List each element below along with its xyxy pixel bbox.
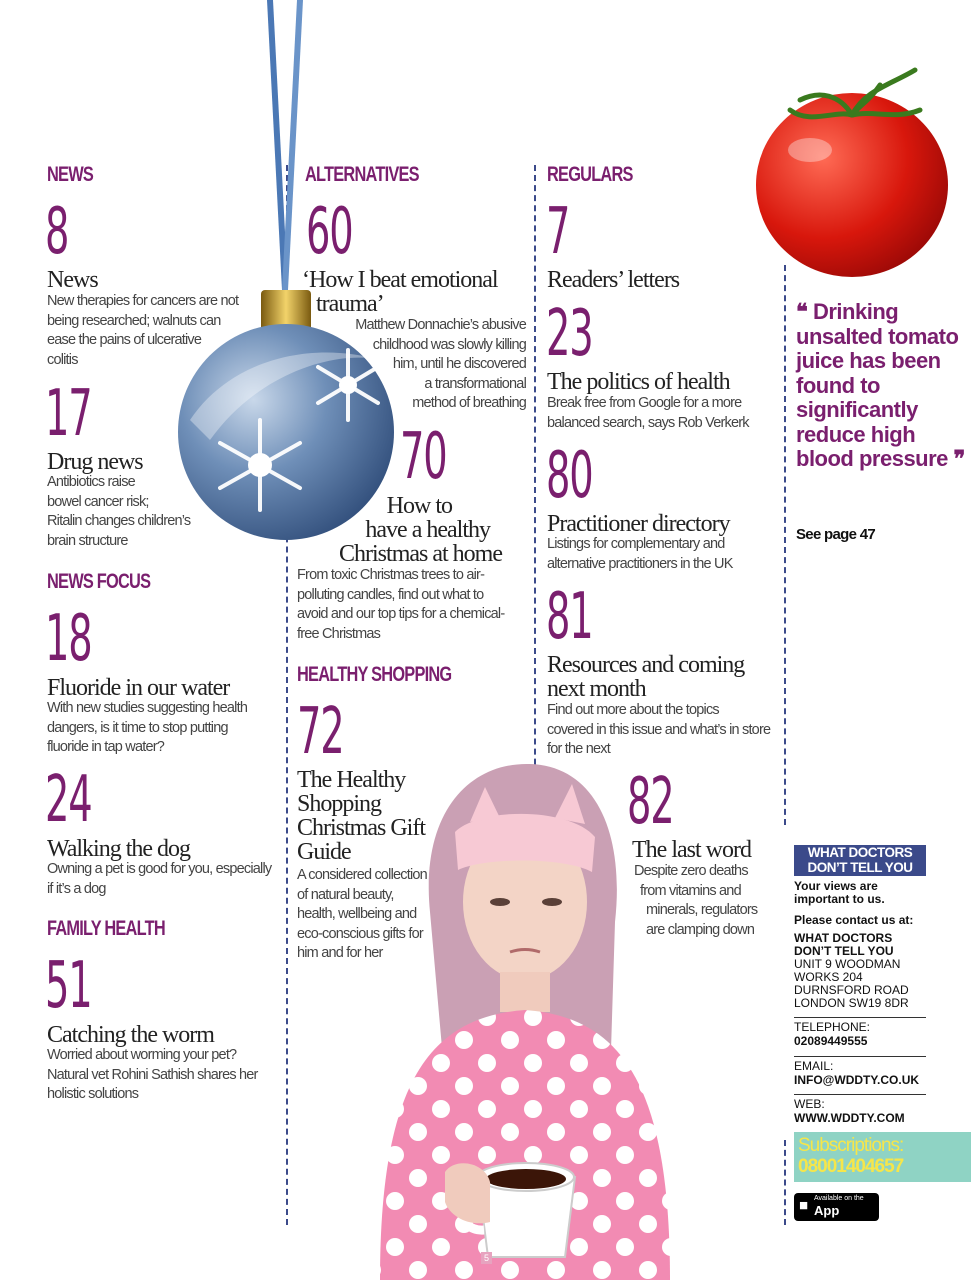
article-title-news: News <box>47 267 98 293</box>
page-number-60: 60 <box>306 195 353 269</box>
article-desc-walking-dog: Owning a pet is good for you, especially if it’s a dog <box>47 861 272 897</box>
company-name: WHAT DOCTORS DON’T TELL YOU <box>794 931 894 958</box>
article-desc-politics-health: Break free from Google for a more balanced search, says Rob Verkerk <box>547 395 749 431</box>
article-desc-catching-worm: Worried about worming your pet? Natural vet Rohini Sathish shares her holistic solutions <box>47 1047 258 1102</box>
section-heading-alternatives: ALTERNATIVES <box>305 163 419 186</box>
article-title-last-word: The last word <box>632 837 751 863</box>
pull-quote-text: Drinking unsalted tomato juice has been found to significantly reduce high blood pressure <box>796 299 959 471</box>
section-heading-regulars: REGULARS <box>547 163 633 186</box>
page-number-81: 81 <box>546 580 593 654</box>
telephone-label: TELEPHONE: <box>794 1020 871 1034</box>
page-folio: 5 <box>481 1252 492 1264</box>
close-quote-icon: ❞ <box>953 446 965 472</box>
page-number-23: 23 <box>546 297 593 371</box>
email-address[interactable]: INFO@WDDTY.CO.UK <box>794 1073 920 1087</box>
column-divider-4 <box>784 1140 786 1225</box>
contact-label: Please contact us at: <box>794 913 914 927</box>
wddty-logo: WHAT DOCTORS DON’T TELL YOU <box>794 845 926 876</box>
apple-icon: ■ <box>799 1197 809 1214</box>
views-text: Your views are important to us. <box>794 879 885 906</box>
article-title-emotional-trauma: ‘How I beat emotional trauma’ <box>302 267 498 317</box>
article-desc-emotional-trauma: Matthew Donnachie’s abusive childhood was slowly killing him, until he discovered a transformational method of breathing <box>355 317 526 411</box>
article-desc-gift-guide: A considered collection of natural beauty, health, wellbeing and eco-conscious gifts for him and for her <box>297 867 427 961</box>
article-title-politics-health: The politics of health <box>547 369 730 395</box>
page-number-24: 24 <box>45 763 92 837</box>
article-title-catching-worm: Catching the worm <box>47 1022 214 1048</box>
article-desc-resources: Find out more about the topics covered in this issue and what’s in store for the next <box>547 702 771 757</box>
page-number-8: 8 <box>45 195 69 269</box>
tomato-illustration <box>740 55 960 285</box>
subscriptions-label: Subscriptions: <box>798 1135 904 1156</box>
page-number-80: 80 <box>546 439 593 513</box>
open-quote-icon: ❝ <box>796 299 808 325</box>
page-number-17: 17 <box>45 377 92 451</box>
web-label: WEB: <box>794 1097 825 1111</box>
section-heading-family-health: FAMILY HEALTH <box>47 917 165 940</box>
article-desc-fluoride: With new studies suggesting health dangers, is it time to stop putting fluoride in tap water? <box>47 700 248 755</box>
postal-address: UNIT 9 WOODMAN WORKS 204 DURNSFORD ROAD LONDON SW19 8DR <box>794 957 909 1010</box>
page-number-70: 70 <box>400 420 447 494</box>
article-title-gift-guide: The Healthy Shopping Christmas Gift Guide <box>297 767 425 865</box>
page-number-7: 7 <box>546 195 570 269</box>
pull-quote <box>796 300 966 472</box>
see-page-reference: See page 47 <box>796 526 876 543</box>
column-divider-2 <box>534 165 536 825</box>
article-desc-last-word: Despite zero deaths from vitamins and minerals, regulators are clamping down <box>634 863 758 938</box>
subscriptions-box[interactable] <box>794 1132 971 1182</box>
article-title-healthy-christmas: How to have a healthy Christmas at home <box>339 493 502 567</box>
column-divider-3 <box>784 265 786 825</box>
app-store-badge[interactable]: ■ Available on the App Store <box>794 1193 879 1221</box>
sidebar-rule-3 <box>794 1094 926 1095</box>
article-title-walking-dog: Walking the dog <box>47 836 191 862</box>
article-title-practitioner-directory: Practitioner directory <box>547 511 730 537</box>
section-heading-healthy-shopping: HEALTHY SHOPPING <box>297 663 452 686</box>
subscriptions-number[interactable]: 08001404657 <box>798 1156 904 1177</box>
article-desc-news: New therapies for cancers are not being researched; walnuts can ease the pains of ulcerative colitis <box>47 293 239 368</box>
article-title-fluoride: Fluoride in our water <box>47 675 230 701</box>
article-desc-drug-news: Antibiotics raise bowel cancer risk; Ritalin changes children’s brain structure <box>47 474 191 549</box>
section-heading-news: NEWS <box>47 163 94 186</box>
section-heading-news-focus: NEWS FOCUS <box>47 570 151 593</box>
page-number-51: 51 <box>45 949 92 1023</box>
email-label: EMAIL: <box>794 1059 834 1073</box>
article-title-drug-news: Drug news <box>47 449 143 475</box>
article-title-resources: Resources and coming next month <box>547 652 745 702</box>
telephone-number[interactable]: 02089449555 <box>794 1034 868 1048</box>
article-desc-practitioner-directory: Listings for complementary and alternative practitioners in the UK <box>547 536 733 572</box>
article-title-readers-letters: Readers’ letters <box>547 267 680 293</box>
article-desc-healthy-christmas: From toxic Christmas trees to air- polluting candles, find out what to avoid and our top tips for a chemical- free Christmas <box>297 567 505 642</box>
sidebar-rule-2 <box>794 1056 926 1057</box>
web-address[interactable]: WWW.WDDTY.COM <box>794 1111 905 1125</box>
page-number-82: 82 <box>627 765 674 839</box>
page-number-72: 72 <box>297 695 344 769</box>
sidebar-rule-1 <box>794 1017 926 1018</box>
page-number-18: 18 <box>45 602 92 676</box>
